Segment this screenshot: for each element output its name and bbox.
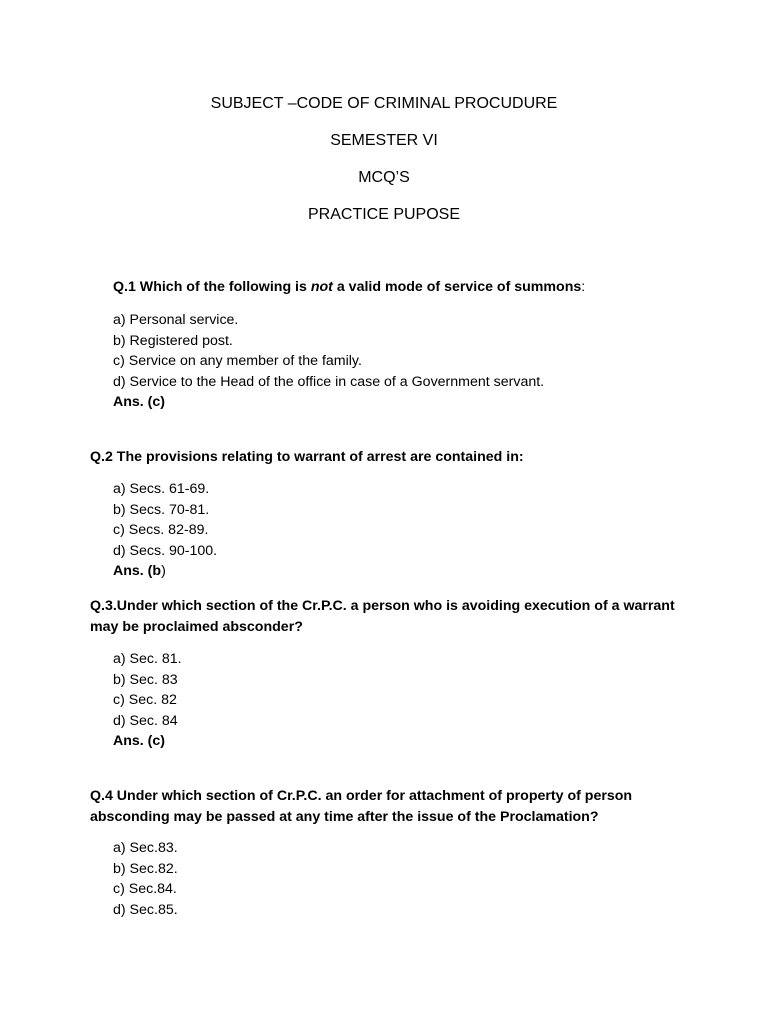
answer-3-text: Ans. (c)	[113, 733, 166, 750]
subject-heading: SUBJECT –CODE OF CRIMINAL PROCUDURE	[210, 95, 558, 112]
answer-3	[113, 731, 182, 752]
question-1	[113, 277, 713, 298]
option-a: a) Sec. 81.	[113, 651, 182, 667]
purpose-heading: PRACTICE PUPOSE	[307, 206, 461, 223]
option-c: c) Service on any member of the family.	[113, 353, 362, 370]
option-d: d) Service to the Head of the office in case of a Government servant.	[113, 373, 545, 390]
option-a: a) Secs. 61-69.	[113, 481, 210, 497]
question-3-options	[113, 649, 182, 752]
question-1-suffix: a valid mode of service of summons	[332, 279, 582, 295]
question-4-options	[113, 838, 178, 920]
question-3: Q.3.Under which section of the Cr.P.C. a person who is avoiding execution of a warrant may be proclaimed absconder?	[90, 598, 675, 635]
answer-1-text: Ans. (c)	[113, 394, 166, 411]
option-d: d) Secs. 90-100.	[113, 542, 218, 559]
option-a: a) Personal service.	[113, 312, 239, 328]
semester-heading: SEMESTER VI	[330, 132, 438, 149]
question-1-colon: :	[581, 279, 586, 295]
question-4: Q.4 Under which section of Cr.P.C. an order for attachment of property of person absconding may be passed at any time after the issue of the Proclamation?	[90, 788, 633, 825]
answer-2-suffix: )	[161, 563, 166, 580]
option-a: a) Sec.83.	[113, 840, 178, 856]
option-b: b) Registered post.	[113, 332, 233, 349]
question-2-options	[113, 479, 217, 582]
option-d: d) Sec.85.	[113, 901, 178, 918]
option-c: c) Secs. 82-89.	[113, 522, 209, 539]
answer-1	[113, 392, 544, 413]
option-b: b) Sec.82.	[113, 860, 178, 877]
question-1-emphasis: not	[310, 279, 333, 295]
question-1-prefix: Q.1 Which of the following is	[113, 279, 311, 295]
answer-2-text: Ans. (b	[113, 563, 162, 580]
option-b: b) Sec. 83	[113, 671, 178, 688]
answer-2	[113, 561, 217, 582]
mcq-heading: MCQ’S	[358, 169, 410, 186]
question-2: Q.2 The provisions relating to warrant of arrest are contained in:	[90, 449, 524, 465]
question-1-options	[113, 310, 544, 413]
option-c: c) Sec.84.	[113, 881, 177, 898]
option-d: d) Sec. 84	[113, 712, 178, 729]
option-c: c) Sec. 82	[113, 692, 177, 709]
option-b: b) Secs. 70-81.	[113, 501, 210, 518]
